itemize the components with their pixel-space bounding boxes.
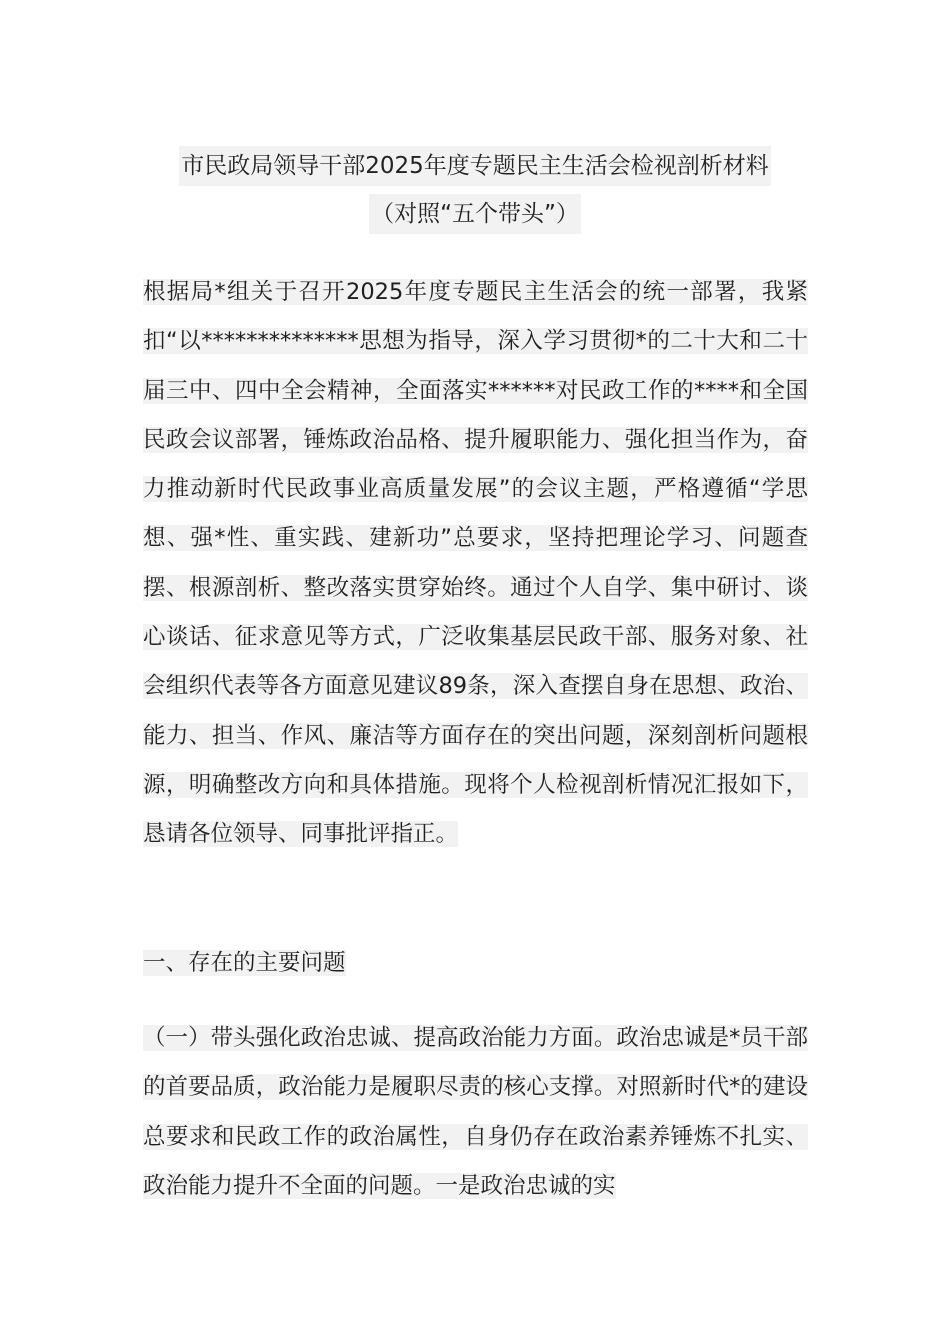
section-1-paragraph [143,1014,808,1211]
title-line-main: 市民政局领导干部2025年度专题民主生活会检视剖析材料 [179,146,771,186]
section-heading-text: 一、存在的主要问题 [143,950,346,976]
section-1-paragraph-text: （一）带头强化政治忠诚、提高政治能力方面。政治忠诚是*员干部的首要品质，政治能力是履职尽责的核心支撑。对照新时代*的建设总要求和民政工作的政治属性，自身仍存在政治素养锤炼不扎实、政治能力提升不全面的问题。一是政治忠诚的实 [143,1025,808,1199]
intro-paragraph [143,268,808,860]
document-title [0,146,950,242]
intro-paragraph-text: 根据局*组关于召开2025年度专题民主生活会的统一部署，我紧扣“以**************思想为指导，深入学习贯彻*的二十大和二十届三中、四中全会精神，全面落实******对民政工作的****和全国民政会议部署，锤炼政治品格、提升履职能力、强化担当作为，奋力推动新时代民政事业高质量发展”的会议主题，严格遵循“学思想、强*性、重实践、建新功”总要求，坚持把理论学习、问题查摆、根源剖析、整改落实贯穿始终。通过个人自学、集中研讨、谈心谈话、征求意见等方式，广泛收集基层民政干部、服务对象、社会组织代表等各方面意见建议89条，深入查摆自身在思想、政治、能力、担当、作风、廉洁等方面存在的突出问题，深刻剖析问题根源，明确整改方向和具体措施。现将个人检视剖析情况汇报如下，恳请各位领导、同事批评指正。 [143,279,808,848]
section-heading-main-problems [143,940,346,986]
title-line-subtitle: （对照“五个带头”） [369,194,581,234]
